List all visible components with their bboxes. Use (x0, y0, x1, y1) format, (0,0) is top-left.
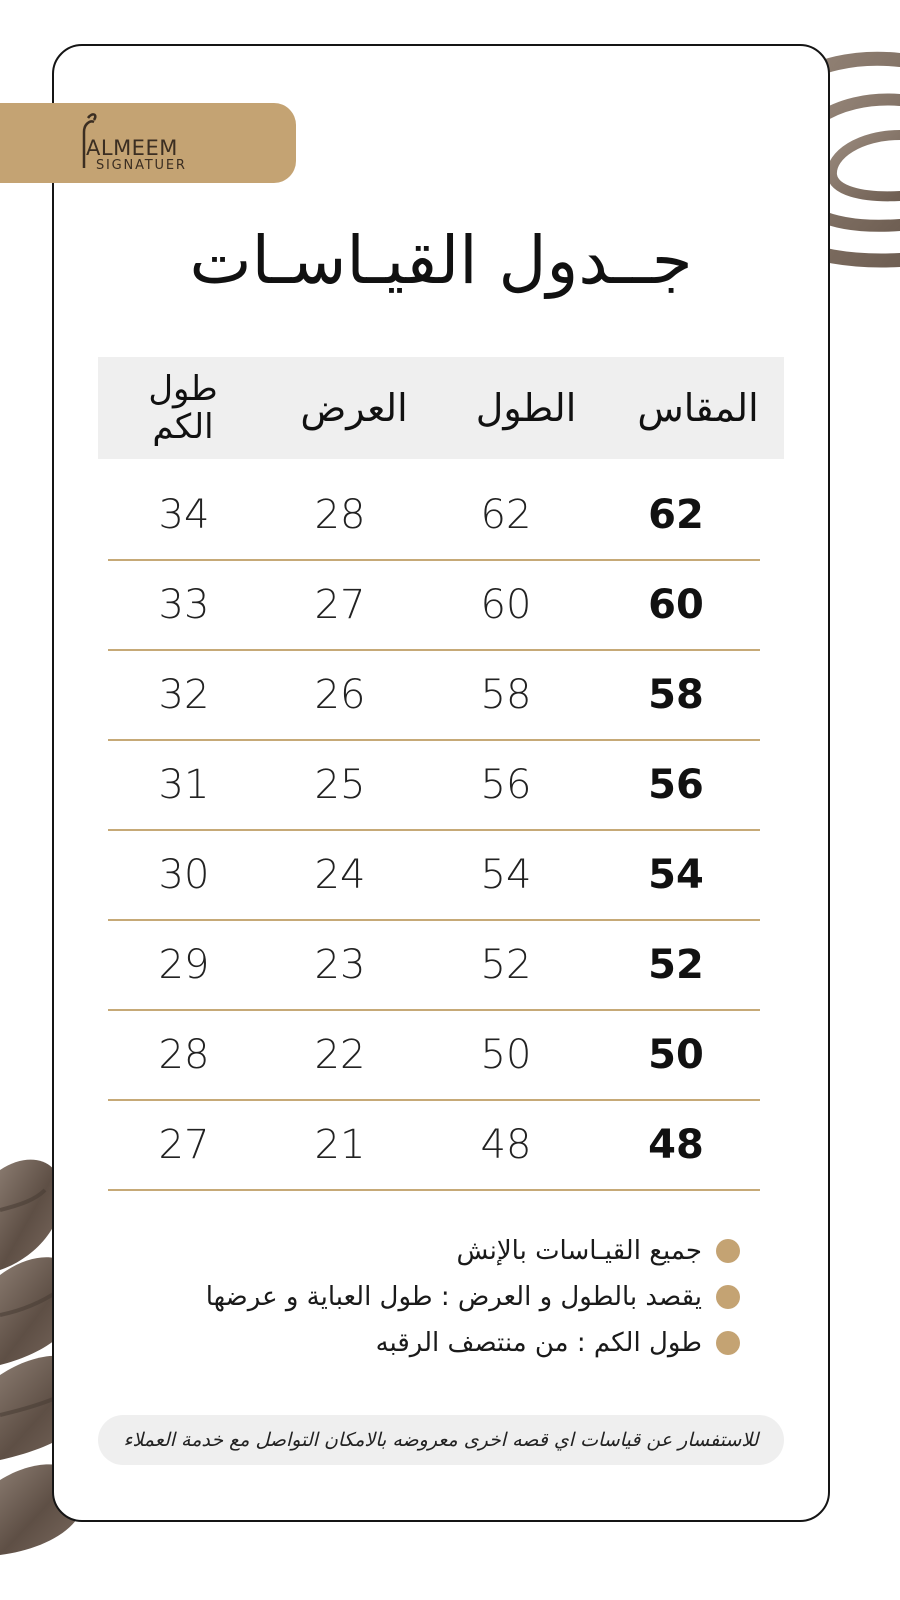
header-width: العرض (300, 386, 408, 430)
cell-length: 58 (480, 672, 532, 718)
header-length: الطول (475, 386, 577, 430)
cell-size: 52 (648, 942, 704, 988)
header-size: المقاس (637, 386, 759, 430)
cell-size: 54 (648, 852, 704, 898)
cell-length: 54 (480, 852, 532, 898)
cell-size: 62 (648, 491, 704, 538)
cell-sleeve: 32 (158, 672, 210, 718)
bullet-dot-icon (716, 1331, 740, 1355)
cell-length: 60 (480, 582, 532, 628)
cell-size: 60 (648, 582, 704, 628)
cell-sleeve: 27 (158, 1122, 210, 1168)
cell-width: 21 (314, 1122, 366, 1168)
cell-sleeve: 28 (158, 1032, 210, 1078)
cell-width: 22 (314, 1032, 366, 1078)
cell-sleeve: 34 (158, 491, 210, 538)
brand-name: ALMEEM (86, 136, 178, 160)
table-row (108, 651, 760, 741)
cell-sleeve: 30 (158, 852, 210, 898)
size-table-body (108, 470, 760, 1191)
table-row (108, 741, 760, 831)
note-text: جميع القيـاسات بالإنش (456, 1236, 702, 1266)
table-row (108, 831, 760, 921)
cell-size: 48 (648, 1122, 704, 1168)
cell-size: 58 (648, 672, 704, 718)
page-title: جــدول القيـاسـات (189, 222, 693, 299)
note-text: طول الكم : من منتصف الرقبه (375, 1328, 702, 1358)
cell-length: 62 (480, 491, 532, 538)
table-row (108, 1011, 760, 1101)
header-sleeve-length: طول الكم (148, 369, 218, 447)
cell-width: 26 (314, 672, 366, 718)
cell-width: 25 (314, 762, 366, 808)
cell-length: 50 (480, 1032, 532, 1078)
cell-sleeve: 33 (158, 582, 210, 628)
cell-size: 56 (648, 762, 704, 808)
cell-sleeve: 29 (158, 942, 210, 988)
bullet-dot-icon (716, 1285, 740, 1309)
note-text: يقصد بالطول و العرض : طول العباية و عرضها (205, 1282, 702, 1312)
cell-length: 56 (480, 762, 532, 808)
cell-width: 24 (314, 852, 366, 898)
table-header (98, 357, 784, 459)
customer-service-footer: للاستفسار عن قياسات اي قصه اخرى معروضه بالامكان التواصل مع خدمة العملاء (98, 1415, 784, 1465)
brand-sub: SIGNATUER (96, 158, 187, 173)
cell-length: 52 (480, 942, 532, 988)
table-row (108, 470, 760, 561)
notes-list (200, 1228, 740, 1366)
table-row (108, 921, 760, 1011)
table-row (108, 1101, 760, 1191)
cell-width: 27 (314, 582, 366, 628)
list-item (200, 1274, 740, 1320)
cell-size: 50 (648, 1032, 704, 1078)
cell-width: 23 (314, 942, 366, 988)
table-row (108, 561, 760, 651)
list-item (200, 1228, 740, 1274)
cell-width: 28 (314, 491, 366, 538)
list-item (200, 1320, 740, 1366)
cell-sleeve: 31 (158, 762, 210, 808)
bullet-dot-icon (716, 1239, 740, 1263)
cell-length: 48 (480, 1122, 532, 1168)
